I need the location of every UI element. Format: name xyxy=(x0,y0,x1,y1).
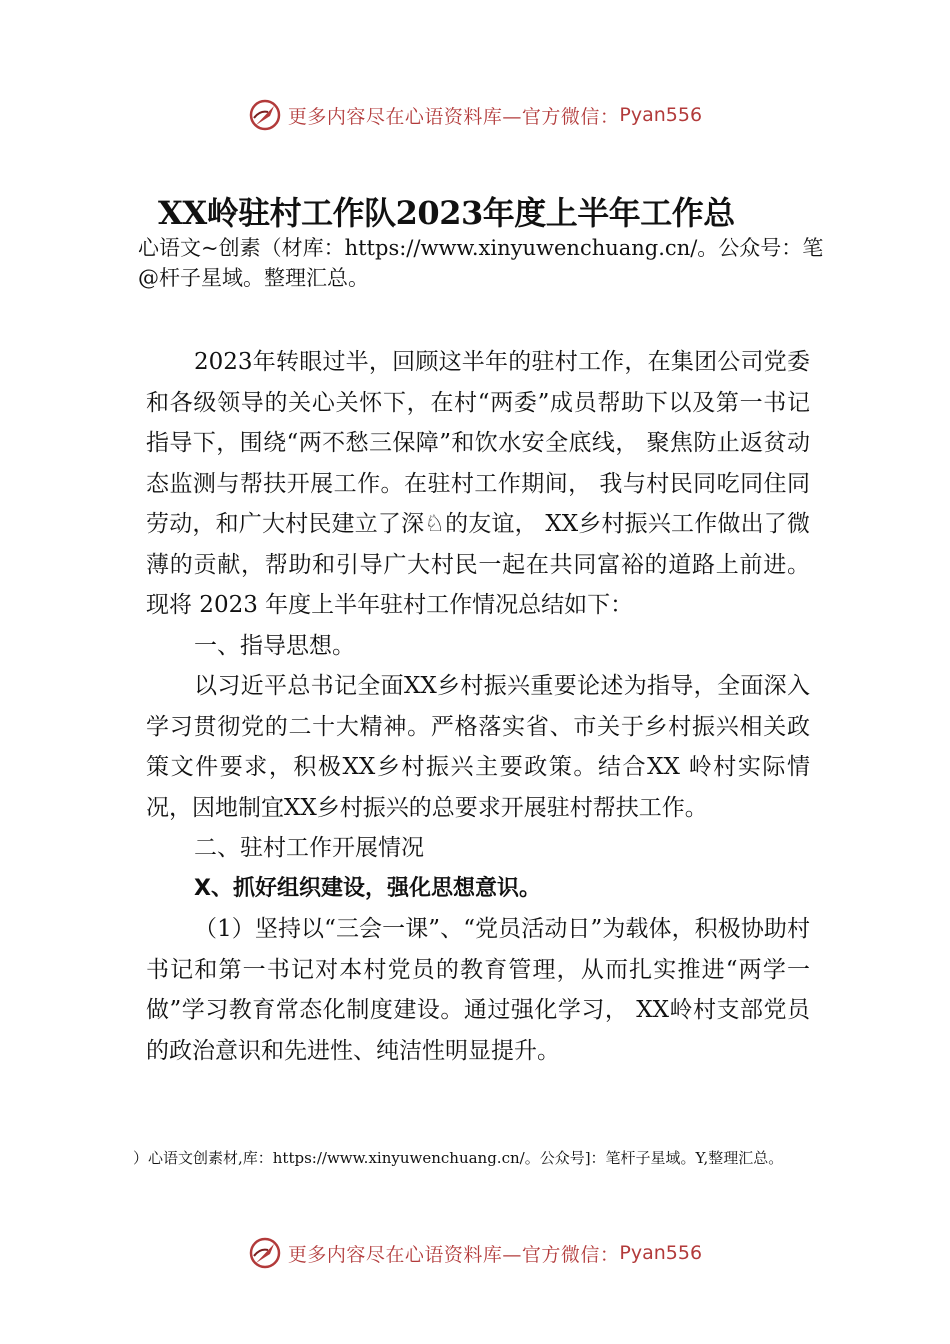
document-body xyxy=(146,342,810,1071)
quill-logo-icon xyxy=(248,98,282,132)
subsection-heading: X、抓好组织建设，强化思想意识。 xyxy=(194,875,541,901)
footnote: ）心语文创素材,库：https://www.xinyuwenchuang.cn/。公众号]：笔杆子星域。Y,整理汇总。 xyxy=(133,1149,784,1167)
paragraph-guiding-thought: 以习近平总书记全面XX乡村振兴重要论述为指导，全面深入学习贯彻党的二十大精神。严格落实省、市关于乡村振兴相关政策文件要求，积极XX乡村振兴主要政策。结合XX 岭村实际情况，因地制宜XX乡村振兴的总要求开展驻村帮扶工作。 xyxy=(146,673,810,821)
footer-banner xyxy=(0,1233,950,1273)
paragraph-organization: （1）坚持以“三会一课”、“党员活动日”为载体，积极协助村书记和第一书记对本村党员的教育管理，从而扎实推进“两学一做”学习教育常态化制度建设。通过强化学习， XX岭村支部党员的政治意识和先进性、纯洁性明显提升。 xyxy=(146,916,810,1064)
quill-logo-icon xyxy=(248,1236,282,1270)
section-heading-1: 一、指导思想。 xyxy=(194,632,355,659)
banner-text: 更多内容尽在心语资料库—官方微信： xyxy=(287,1243,620,1266)
header-banner xyxy=(0,95,950,135)
banner-wechat-handle: Pyan556 xyxy=(619,104,703,126)
banner-text: 更多内容尽在心语资料库—官方微信： xyxy=(287,105,620,128)
source-note: 心语文~创素（材库：https://www.xinyuwenchuang.cn/。公众号：笔@杆子星域。整理汇总。 xyxy=(138,236,824,290)
document-title: XX岭驻村工作队2023年度上半年工作总 xyxy=(158,194,735,232)
banner-wechat-handle: Pyan556 xyxy=(619,1242,703,1264)
section-heading-2: 二、驻村工作开展情况 xyxy=(194,835,424,861)
paragraph-intro: 2023年转眼过半，回顾这半年的驻村工作，在集团公司党委和各级领导的关心关怀下，在村“两委”成员帮助下以及第一书记指导下，围绕“两不愁三保障”和饮水安全底线， 聚焦防止返贫动态监测与帮扶开展工作。在驻村工作期间， 我与村民同吃同住同劳动，和广大村民建立了深♘的友谊， XX乡村振兴工作做出了微薄的贡献，帮助和引导广大村民一起在共同富裕的道路上前进。现将 2023 年度上半年驻村工作情况总结如下： xyxy=(146,349,810,618)
